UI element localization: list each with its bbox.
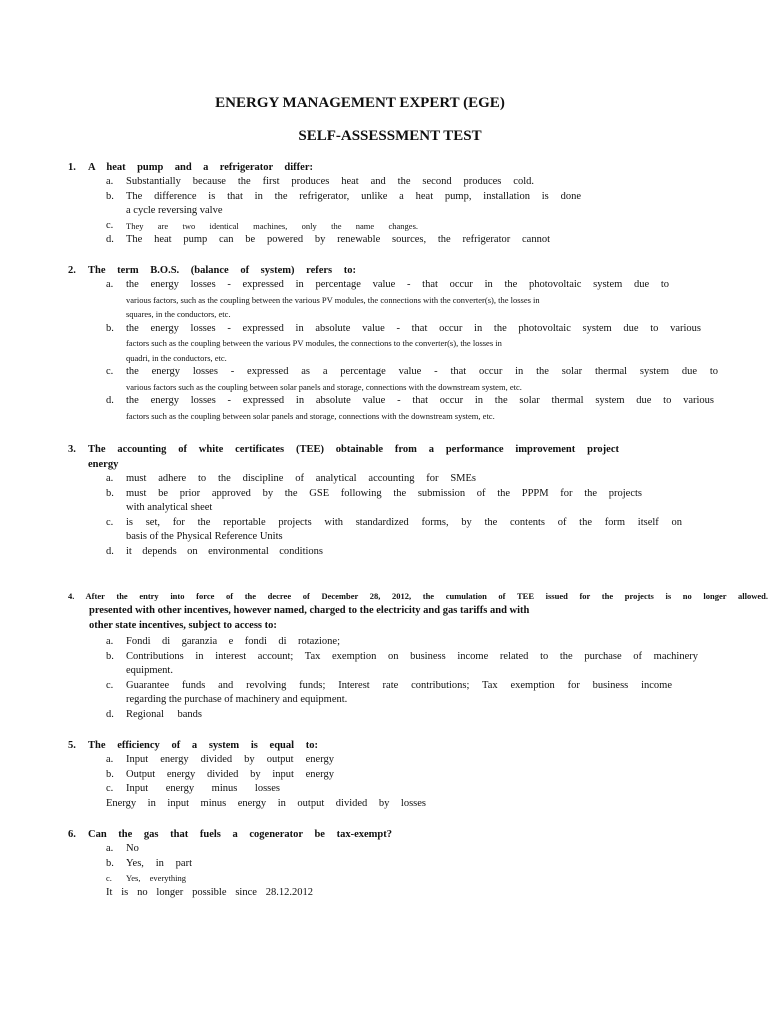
question-6-heading xyxy=(68,827,628,842)
option-b xyxy=(106,190,728,219)
question-4-heading xyxy=(68,589,768,604)
option-text: Substantially because the first produces heat and the second produces cold. xyxy=(126,176,534,187)
question-5 xyxy=(68,738,728,811)
option-text-cont: equipment. xyxy=(126,665,173,676)
option-letter: d. xyxy=(106,545,114,557)
question-text: After the entry into force of the decree of December 28, 2012, the cumulation of TEE issued for the projects is no longer allowed. xyxy=(85,591,768,601)
question-1-heading xyxy=(68,160,628,175)
question-1 xyxy=(68,160,728,248)
option-b xyxy=(106,487,728,516)
option-b xyxy=(106,322,728,366)
question-text: The accounting of white certificates (TEE) obtainable from a performance improvement project xyxy=(88,444,619,455)
option-a xyxy=(106,842,728,857)
question-number: 5. xyxy=(68,740,76,751)
option-letter: c. xyxy=(106,366,114,377)
document-title: ENERGY MANAGEMENT EXPERT (EGE) xyxy=(215,95,505,111)
option-letter: a. xyxy=(106,473,114,484)
option-text: Input energy minus losses xyxy=(126,783,280,794)
option-text-cont: various factors, such as the coupling between the various PV modules, the connections with the converter(s), the losses in xyxy=(126,294,540,305)
option-letter: c. xyxy=(106,516,114,528)
question-text-cont: presented with other incentives, however named, charged to the electricity and gas tariffs and with xyxy=(89,605,530,616)
option-d xyxy=(106,233,728,248)
option-text: must be prior approved by the GSE following the submission of the PPPM for the projects xyxy=(126,487,642,499)
question-5-heading xyxy=(68,738,628,753)
option-c xyxy=(106,365,728,394)
option-text: the energy losses - expressed in absolute value - that occur in the photovoltaic system due to various xyxy=(126,322,701,334)
option-letter: c. xyxy=(106,219,114,231)
document-subtitle: SELF-ASSESSMENT TEST xyxy=(298,128,482,144)
option-letter: b. xyxy=(106,487,114,499)
option-b xyxy=(106,650,728,679)
question-text: The term B.O.S. (balance of system) refers to: xyxy=(88,265,356,276)
option-extra: Energy in input minus energy in output divided by losses xyxy=(106,797,426,809)
option-text-cont: basis of the Physical Reference Units xyxy=(126,531,283,542)
option-text: The difference is that in the refrigerator, unlike a heat pump, installation is done xyxy=(126,190,581,202)
option-letter: d. xyxy=(106,395,114,406)
question-number: 2. xyxy=(68,265,76,276)
option-letter: a. xyxy=(106,636,114,647)
question-number: 3. xyxy=(68,444,76,455)
option-text-cont: various factors such as the coupling between solar panels and storage, connections with the downstream system, etc. xyxy=(126,381,522,392)
option-text: the energy losses - expressed in percentage value - that occur in the photovoltaic system due to xyxy=(126,279,669,290)
option-d xyxy=(106,394,728,423)
option-d xyxy=(106,545,728,560)
question-text: The efficiency of a system is equal to: xyxy=(88,740,318,751)
option-d xyxy=(106,708,728,723)
option-c xyxy=(106,871,728,886)
question-text: A heat pump and a refrigerator differ: xyxy=(88,162,313,173)
option-letter: a. xyxy=(106,176,114,187)
question-3 xyxy=(68,442,728,559)
option-text-cont: a cycle reversing valve xyxy=(126,205,223,216)
option-letter: b. xyxy=(106,650,114,662)
option-letter: d. xyxy=(106,708,114,720)
option-b xyxy=(106,857,728,872)
option-c xyxy=(106,516,728,545)
option-text: the energy losses - expressed in absolute value - that occur in the solar thermal system due to various xyxy=(126,395,714,406)
option-extra: It is no longer possible since 28.12.2012 xyxy=(106,886,313,898)
option-a xyxy=(106,175,728,190)
option-letter: b. xyxy=(106,768,114,780)
question-text-cont: other state incentives, subject to access to: xyxy=(89,620,277,631)
option-letter: c. xyxy=(106,873,112,883)
question-number: 6. xyxy=(68,829,76,840)
question-text-cont: energy xyxy=(88,459,119,470)
option-text: Contributions in interest account; Tax exemption on business income related to the purchase of machinery xyxy=(126,650,698,662)
option-letter: a. xyxy=(106,843,114,854)
question-number: 4. xyxy=(68,591,75,601)
option-text-cont: factors such as the coupling between the various PV modules, the connections to the converter(s), the losses in xyxy=(126,338,502,348)
option-text: it depends on environmental conditions xyxy=(126,545,323,557)
option-text-cont: with analytical sheet xyxy=(126,502,213,513)
option-text: Yes, everything xyxy=(126,873,186,883)
option-letter: b. xyxy=(106,322,114,334)
option-text-cont: quadri, in the conductors, etc. xyxy=(126,352,227,363)
option-a xyxy=(106,278,728,322)
option-a xyxy=(106,472,728,487)
option-text: The heat pump can be powered by renewable sources, the refrigerator cannot xyxy=(126,234,550,245)
option-letter: b. xyxy=(106,857,114,869)
option-text: is set, for the reportable projects with standardized forms, by the contents of the form itself on xyxy=(126,516,682,528)
option-text: Regional bands xyxy=(126,708,202,720)
option-text: Fondi di garanzia e fondi di rotazione; xyxy=(126,636,340,647)
option-text: Output energy divided by input energy xyxy=(126,768,334,780)
option-text: They are two identical machines, only the name changes. xyxy=(126,220,418,231)
option-text: No xyxy=(126,843,139,854)
option-c xyxy=(106,679,728,708)
question-2 xyxy=(68,263,728,423)
question-4-options xyxy=(68,635,728,722)
option-letter: c. xyxy=(106,783,114,794)
question-number: 1. xyxy=(68,162,76,173)
option-text: must adhere to the discipline of analytical accounting for SMEs xyxy=(126,473,476,484)
option-letter: c. xyxy=(106,679,114,691)
option-a xyxy=(106,635,728,650)
option-text: Yes, in part xyxy=(126,857,192,869)
option-letter: a. xyxy=(106,754,114,765)
question-2-heading xyxy=(68,263,628,278)
option-letter: b. xyxy=(106,190,114,202)
option-a xyxy=(106,753,728,768)
option-text-cont: factors such as the coupling between solar panels and storage, connections with the downstream system, etc. xyxy=(126,410,495,421)
option-letter: d. xyxy=(106,234,114,245)
option-text-cont: regarding the purchase of machinery and equipment. xyxy=(126,694,348,705)
option-text: Input energy divided by output energy xyxy=(126,754,334,765)
option-text: Guarantee funds and revolving funds; Interest rate contributions; Tax exemption for business income xyxy=(126,679,672,691)
question-text: Can the gas that fuels a cogenerator be tax-exempt? xyxy=(88,829,392,840)
question-6 xyxy=(68,827,728,900)
option-text-cont: squares, in the conductors, etc. xyxy=(126,309,231,319)
option-text: the energy losses - expressed as a percentage value - that occur in the solar thermal system due to xyxy=(126,366,718,377)
option-c xyxy=(106,782,728,797)
option-c xyxy=(106,219,728,234)
option-letter: a. xyxy=(106,279,114,290)
question-3-heading xyxy=(68,442,628,457)
option-b xyxy=(106,768,728,783)
